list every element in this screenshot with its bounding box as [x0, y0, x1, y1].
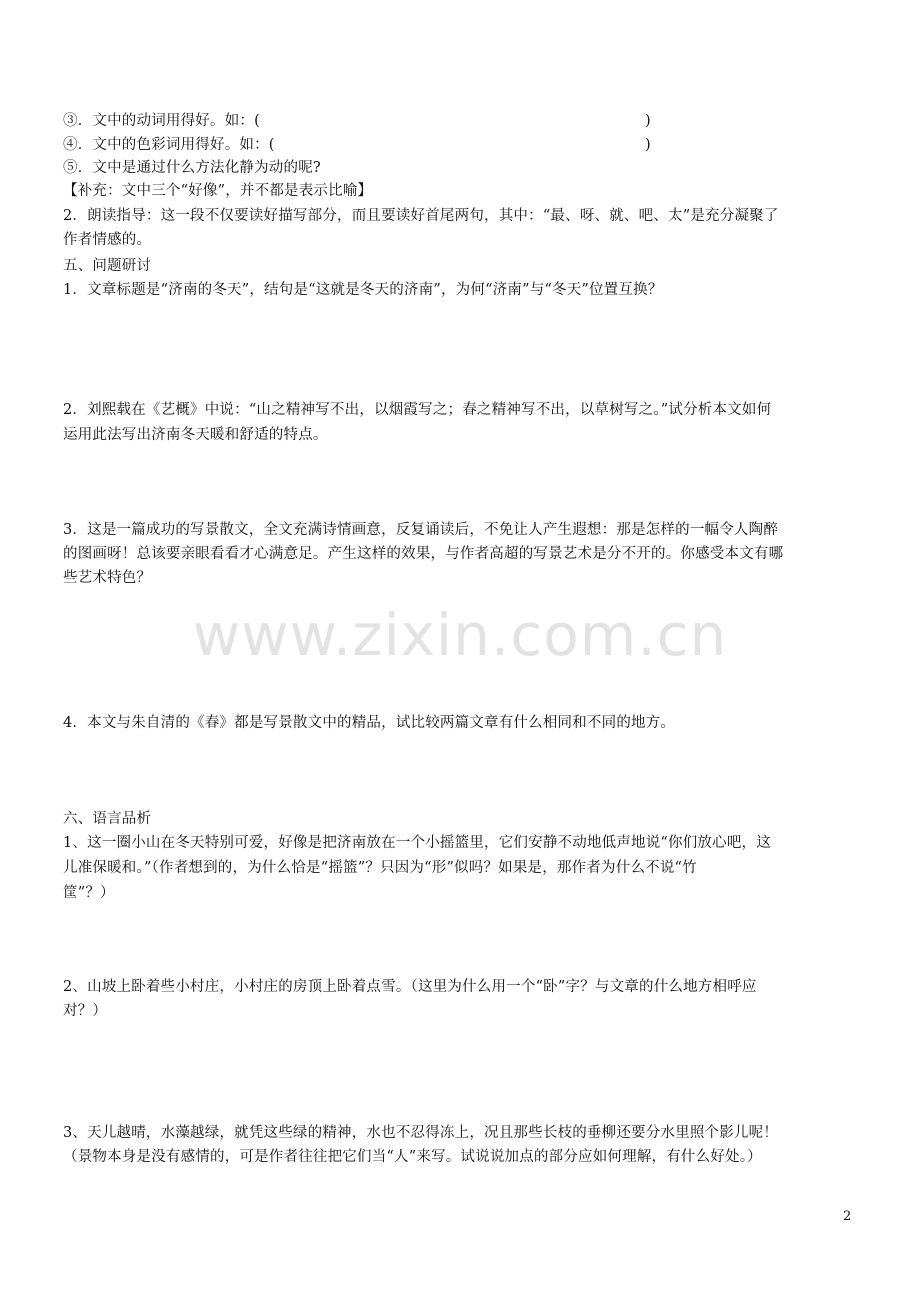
closing-paren: ): [645, 113, 651, 129]
language-question-1: 1、这一圈小山在冬天特别可爱，好像是把济南放在一个小摇篮里，它们安静不动地低声地说“你们放心吧，这: [63, 835, 771, 851]
section-heading-5: 五、问题研讨: [63, 258, 152, 274]
research-question-3-line-3: 些艺术特色？: [63, 570, 152, 586]
language-question-3-line-2: （景物本身是没有感情的，可是作者往往把它们当“人”来写。试说说加点的部分应如何理解，有什么好处。）: [63, 1149, 762, 1165]
reading-guide-continued: 作者情感的。: [63, 232, 152, 248]
section-heading-6: 六、语言品析: [63, 811, 152, 827]
research-question-3-line-2: 的图画呀！总该要亲眼看看才心满意足。产生这样的效果，与作者高超的写景艺术是分不开的。你感受本文有哪: [63, 546, 784, 562]
page-number: 2: [843, 1209, 852, 1224]
question-3-verbs: ③．文中的动词用得好。如：(: [63, 113, 260, 129]
research-question-4: 4．本文与朱自清的《春》都是写景散文中的精品，试比较两篇文章有什么相同和不同的地方。: [63, 715, 676, 731]
supplement-note: 【补充：文中三个“好像”，并不都是表示比喻】: [63, 183, 373, 199]
research-question-2-continued: 运用此法写出济南冬天暖和舒适的特点。: [63, 427, 328, 443]
language-question-2: 2、山坡上卧着些小村庄，小村庄的房顶上卧着点雪。（这里为什么用一个“卧”字？与文章的什么地方相呼应: [63, 979, 757, 995]
research-question-3: 3．这是一篇成功的写景散文，全文充满诗情画意，反复诵读后，不免让人产生遐想：那是怎样的一幅令人陶醉: [63, 522, 779, 538]
question-5-static-dynamic: ⑤．文中是通过什么方法化静为动的呢?: [63, 160, 321, 176]
research-question-1: 1．文章标题是“济南的冬天”，结句是“这就是冬天的济南”，为何“济南”与“冬天”位置互换？: [63, 282, 663, 298]
language-question-1-line-2: 儿准保暖和。”（作者想到的，为什么恰是“摇篮”？只因为“形”似吗？如果是，那作者为什么不说“竹: [63, 860, 697, 876]
reading-guide: 2．朗读指导：这一段不仅要读好描写部分，而且要读好首尾两句，其中：“最、呀、就、吧、太”是充分凝聚了: [63, 208, 779, 224]
closing-paren: ): [645, 137, 651, 153]
research-question-2: 2．刘熙载在《艺概》中说：“山之精神写不出，以烟霞写之；春之精神写不出，以草树写之。”试分析本文如何: [63, 402, 772, 418]
language-question-2-line-2: 对？）: [63, 1003, 108, 1019]
language-question-1-line-3: 筐”？）: [63, 885, 115, 901]
watermark: www.zixin.com.cn: [192, 601, 728, 669]
language-question-3: 3、天儿越晴，水藻越绿，就凭这些绿的精神，水也不忍得冻上，况且那些长枝的垂柳还要分水里照个影儿呢！: [63, 1125, 779, 1141]
question-4-color-words: ④．文中的色彩词用得好。如：(: [63, 137, 275, 153]
